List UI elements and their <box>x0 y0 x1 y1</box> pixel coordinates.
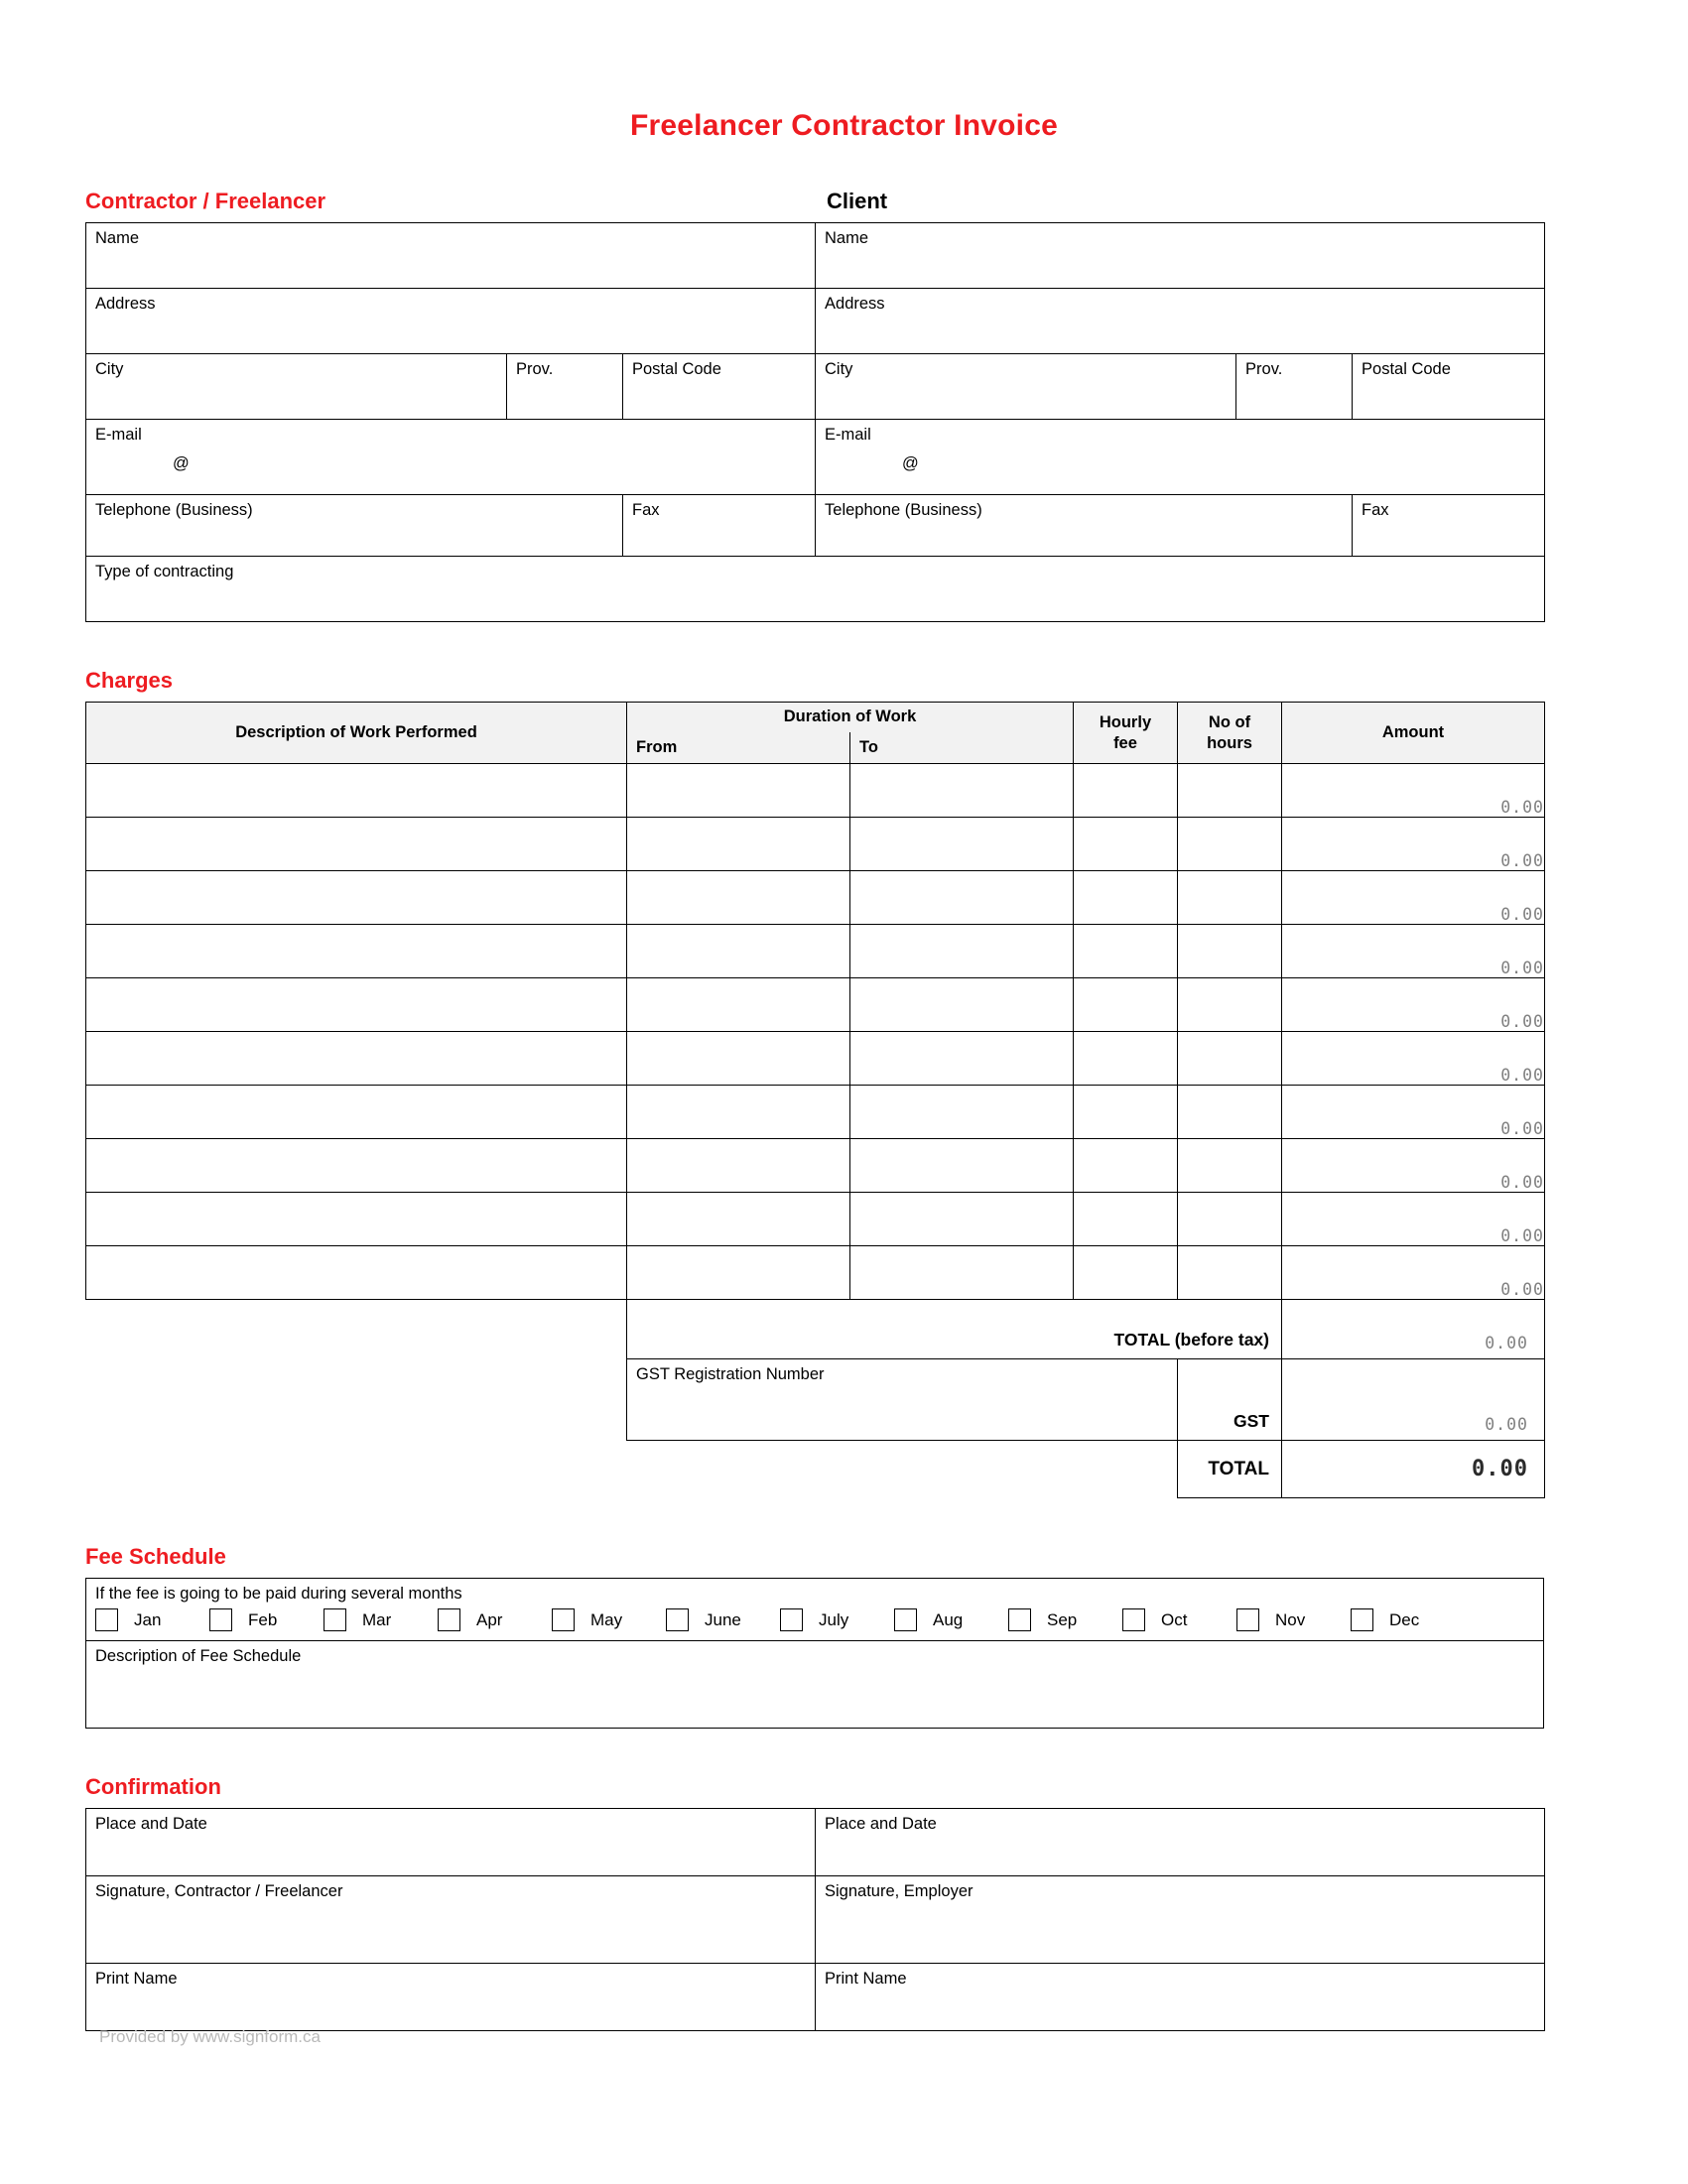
parties-row-email <box>86 420 1545 495</box>
confirmation-row <box>86 1876 1545 1964</box>
col-hourly-fee-header <box>1074 703 1178 764</box>
charges-row <box>86 871 1545 925</box>
client-postal-label: Postal Code <box>1362 360 1451 378</box>
contractor-prov-label: Prov. <box>516 360 554 378</box>
client-fax-field[interactable] <box>1353 495 1545 557</box>
contractor-telephone-field[interactable] <box>86 495 623 557</box>
charge-amount-cell: 0.00 <box>1282 925 1545 978</box>
charge-hours-cell[interactable] <box>1178 925 1282 978</box>
checkbox-icon[interactable] <box>1122 1608 1145 1631</box>
parties-row-type-of-contracting <box>86 557 1545 622</box>
fee-schedule-description-field[interactable] <box>86 1640 1543 1728</box>
month-option-jan[interactable] <box>95 1608 209 1631</box>
confirmation-row <box>86 1809 1545 1876</box>
month-label: June <box>705 1609 741 1629</box>
client-address-label: Address <box>825 295 885 313</box>
client-address-field[interactable] <box>816 289 1545 354</box>
contractor-name-label: Name <box>95 229 140 247</box>
charge-hourly-fee-cell[interactable] <box>1074 871 1178 925</box>
charges-row <box>86 764 1545 818</box>
charge-amount-cell: 0.00 <box>1282 871 1545 925</box>
charge-description-cell[interactable] <box>86 1193 627 1246</box>
charge-from-cell[interactable] <box>627 818 850 871</box>
grand-total-row <box>86 1441 1545 1498</box>
charge-description-cell[interactable] <box>86 925 627 978</box>
parties-row-name <box>86 223 1545 289</box>
month-option-june[interactable] <box>666 1608 780 1631</box>
checkbox-icon[interactable] <box>666 1608 689 1631</box>
charge-amount-cell: 0.00 <box>1282 1193 1545 1246</box>
charge-amount-cell: 0.00 <box>1282 1139 1545 1193</box>
month-label: Apr <box>476 1609 503 1629</box>
month-option-nov[interactable] <box>1236 1608 1351 1631</box>
client-city-field[interactable] <box>816 354 1236 420</box>
charge-to-cell[interactable] <box>850 1139 1074 1193</box>
client-postal-field[interactable] <box>1353 354 1545 420</box>
spacer-cell-2 <box>86 1359 627 1441</box>
contractor-city-field[interactable] <box>86 354 507 420</box>
month-label: Nov <box>1275 1609 1306 1629</box>
checkbox-icon[interactable] <box>1236 1608 1259 1631</box>
month-checkbox-group <box>86 1604 1543 1640</box>
parties-row-telephone <box>86 495 1545 557</box>
charge-from-cell[interactable] <box>627 1193 850 1246</box>
confirmation-table <box>85 1808 1545 2031</box>
charge-amount-cell: 0.00 <box>1282 1032 1545 1086</box>
charge-hourly-fee-cell[interactable] <box>1074 1193 1178 1246</box>
client-email-at-symbol: @ <box>902 453 919 472</box>
charge-hours-cell[interactable] <box>1178 978 1282 1032</box>
month-label: Feb <box>248 1609 278 1629</box>
charge-from-cell[interactable] <box>627 764 850 818</box>
client-section-heading: Client <box>827 189 888 213</box>
month-label: Dec <box>1389 1609 1420 1629</box>
type-of-contracting-field[interactable] <box>86 557 1545 622</box>
charge-amount-cell: 0.00 <box>1282 978 1545 1032</box>
charge-from-cell[interactable] <box>627 1032 850 1086</box>
charges-row <box>86 1246 1545 1300</box>
charge-from-cell[interactable] <box>627 1246 850 1300</box>
charge-hours-cell[interactable] <box>1178 1246 1282 1300</box>
contractor-prov-field[interactable] <box>507 354 623 420</box>
confirmation-left-field[interactable] <box>86 1809 816 1876</box>
contractor-email-label: E-mail <box>95 426 142 444</box>
fee-schedule-description-label: Description of Fee Schedule <box>95 1647 302 1665</box>
confirmation-heading-row <box>85 1774 1603 1800</box>
fee-schedule-note: If the fee is going to be paid during several months <box>95 1585 462 1603</box>
contractor-name-field[interactable] <box>86 223 816 289</box>
charge-from-cell[interactable] <box>627 871 850 925</box>
checkbox-icon[interactable] <box>209 1608 232 1631</box>
col-to-header: To <box>850 732 1074 764</box>
charge-description-cell[interactable] <box>86 978 627 1032</box>
charge-hours-cell[interactable] <box>1178 1193 1282 1246</box>
month-label: May <box>590 1609 623 1629</box>
client-email-field[interactable] <box>816 420 1545 495</box>
charge-description-cell[interactable] <box>86 1246 627 1300</box>
charges-row <box>86 818 1545 871</box>
confirmation-right-label: Print Name <box>825 1970 907 1988</box>
parties-row-address <box>86 289 1545 354</box>
charge-description-cell[interactable] <box>86 764 627 818</box>
charge-from-cell[interactable] <box>627 978 850 1032</box>
charge-amount-cell: 0.00 <box>1282 764 1545 818</box>
confirmation-right-field[interactable] <box>816 1809 1545 1876</box>
client-name-label: Name <box>825 229 869 247</box>
charges-section-heading: Charges <box>85 668 174 693</box>
client-telephone-field[interactable] <box>816 495 1353 557</box>
confirmation-section-heading: Confirmation <box>85 1774 221 1799</box>
charges-table <box>85 702 1545 1498</box>
contractor-city-label: City <box>95 360 124 378</box>
month-label: Sep <box>1047 1609 1078 1629</box>
charge-hourly-fee-cell[interactable] <box>1074 1246 1178 1300</box>
confirmation-left-label: Print Name <box>95 1970 178 1988</box>
confirmation-right-label: Place and Date <box>825 1815 937 1833</box>
contractor-telephone-label: Telephone (Business) <box>95 501 253 519</box>
charge-hours-cell[interactable] <box>1178 764 1282 818</box>
grand-total-label: TOTAL <box>1178 1441 1282 1498</box>
charge-description-cell[interactable] <box>86 1032 627 1086</box>
confirmation-left-label: Signature, Contractor / Freelancer <box>95 1882 343 1900</box>
grand-total-value: 0.00 <box>1282 1441 1545 1498</box>
month-option-apr[interactable] <box>438 1608 552 1631</box>
total-before-tax-value: 0.00 <box>1282 1300 1545 1359</box>
month-label: Mar <box>362 1609 392 1629</box>
charge-to-cell[interactable] <box>850 1246 1074 1300</box>
charge-to-cell[interactable] <box>850 978 1074 1032</box>
checkbox-icon[interactable] <box>324 1608 346 1631</box>
confirmation-left-label: Place and Date <box>95 1815 207 1833</box>
charges-row <box>86 1139 1545 1193</box>
contractor-address-field[interactable] <box>86 289 816 354</box>
confirmation-right-field[interactable] <box>816 1964 1545 2031</box>
month-option-feb[interactable] <box>209 1608 324 1631</box>
client-prov-label: Prov. <box>1245 360 1283 378</box>
month-option-oct[interactable] <box>1122 1608 1236 1631</box>
checkbox-icon[interactable] <box>780 1608 803 1631</box>
confirmation-right-label: Signature, Employer <box>825 1882 974 1900</box>
charge-from-cell[interactable] <box>627 1139 850 1193</box>
confirmation-body <box>86 1809 1545 2031</box>
charge-to-cell[interactable] <box>850 871 1074 925</box>
page-title: Freelancer Contractor Invoice <box>630 109 1058 142</box>
charge-amount-cell: 0.00 <box>1282 818 1545 871</box>
charge-hourly-fee-cell[interactable] <box>1074 1086 1178 1139</box>
contractor-postal-label: Postal Code <box>632 360 721 378</box>
charge-amount-cell: 0.00 <box>1282 1086 1545 1139</box>
charge-hours-cell[interactable] <box>1178 871 1282 925</box>
charge-hourly-fee-cell[interactable] <box>1074 925 1178 978</box>
col-hourly-fee-line1: Hourly <box>1099 712 1152 731</box>
spacer-cell-3 <box>86 1441 627 1498</box>
col-no-of-hours-line2: hours <box>1207 733 1252 752</box>
confirmation-left-field[interactable] <box>86 1964 816 2031</box>
charge-hours-cell[interactable] <box>1178 1032 1282 1086</box>
confirmation-row <box>86 1964 1545 2031</box>
col-hourly-fee-line2: fee <box>1113 733 1137 752</box>
contractor-fax-field[interactable] <box>623 495 816 557</box>
spacer-cell-1 <box>86 1300 627 1359</box>
total-before-tax-row <box>86 1300 1545 1359</box>
checkbox-icon[interactable] <box>1351 1608 1373 1631</box>
fee-schedule-box <box>85 1578 1544 1729</box>
checkbox-icon[interactable] <box>552 1608 575 1631</box>
client-prov-field[interactable] <box>1236 354 1353 420</box>
charges-row <box>86 925 1545 978</box>
charges-row <box>86 1193 1545 1246</box>
gst-row <box>86 1359 1545 1441</box>
month-label: Jan <box>134 1609 162 1629</box>
month-label: July <box>819 1609 849 1629</box>
checkbox-icon[interactable] <box>438 1608 460 1631</box>
col-amount-header: Amount <box>1282 703 1545 764</box>
charge-to-cell[interactable] <box>850 764 1074 818</box>
month-option-may[interactable] <box>552 1608 666 1631</box>
charge-description-cell[interactable] <box>86 818 627 871</box>
charges-row <box>86 1086 1545 1139</box>
charges-totals <box>86 1300 1545 1498</box>
gst-value: 0.00 <box>1282 1359 1545 1441</box>
col-duration-header: Duration of Work <box>627 703 1074 732</box>
month-label: Aug <box>933 1609 964 1629</box>
charges-header-row-1 <box>86 703 1545 732</box>
gst-registration-field[interactable] <box>627 1359 1178 1441</box>
client-city-label: City <box>825 360 853 378</box>
month-option-dec[interactable] <box>1351 1608 1465 1631</box>
parties-row-city <box>86 354 1545 420</box>
charge-amount-cell: 0.00 <box>1282 1246 1545 1300</box>
charge-hourly-fee-cell[interactable] <box>1074 978 1178 1032</box>
fee-schedule-heading-row <box>85 1544 1603 1570</box>
gst-registration-label: GST Registration Number <box>636 1365 825 1383</box>
confirmation-right-field[interactable] <box>816 1876 1545 1964</box>
charge-hours-cell[interactable] <box>1178 1139 1282 1193</box>
checkbox-icon[interactable] <box>1008 1608 1031 1631</box>
contractor-postal-field[interactable] <box>623 354 816 420</box>
charge-to-cell[interactable] <box>850 1193 1074 1246</box>
spacer-cell-4 <box>627 1441 1178 1498</box>
charge-from-cell[interactable] <box>627 1086 850 1139</box>
type-of-contracting-label: Type of contracting <box>95 563 234 580</box>
charge-hourly-fee-cell[interactable] <box>1074 1139 1178 1193</box>
charge-to-cell[interactable] <box>850 1086 1074 1139</box>
client-name-field[interactable] <box>816 223 1545 289</box>
footer-credit: Provided by www.signform.ca <box>99 2027 321 2046</box>
charge-hours-cell[interactable] <box>1178 818 1282 871</box>
charge-hours-cell[interactable] <box>1178 1086 1282 1139</box>
charges-row <box>86 978 1545 1032</box>
client-fax-label: Fax <box>1362 501 1389 519</box>
charges-rows-body <box>86 764 1545 1300</box>
contractor-fax-label: Fax <box>632 501 660 519</box>
checkbox-icon[interactable] <box>95 1608 118 1631</box>
charge-hourly-fee-cell[interactable] <box>1074 818 1178 871</box>
charge-to-cell[interactable] <box>850 925 1074 978</box>
client-telephone-label: Telephone (Business) <box>825 501 982 519</box>
month-option-sep[interactable] <box>1008 1608 1122 1631</box>
contractor-address-label: Address <box>95 295 156 313</box>
charges-row <box>86 1032 1545 1086</box>
col-from-header: From <box>627 732 850 764</box>
charge-description-cell[interactable] <box>86 1139 627 1193</box>
col-no-of-hours-header <box>1178 703 1282 764</box>
month-option-mar[interactable] <box>324 1608 438 1631</box>
fee-schedule-section-heading: Fee Schedule <box>85 1544 226 1569</box>
confirmation-left-field[interactable] <box>86 1876 816 1964</box>
client-email-label: E-mail <box>825 426 871 444</box>
gst-label: GST <box>1178 1359 1282 1441</box>
contractor-email-field[interactable] <box>86 420 816 495</box>
charges-heading-row <box>85 668 1603 694</box>
total-before-tax-label: TOTAL (before tax) <box>627 1300 1282 1359</box>
parties-table <box>85 222 1545 622</box>
month-option-aug[interactable] <box>894 1608 1008 1631</box>
month-label: Oct <box>1161 1609 1188 1629</box>
month-option-july[interactable] <box>780 1608 894 1631</box>
charge-to-cell[interactable] <box>850 1032 1074 1086</box>
charge-from-cell[interactable] <box>627 925 850 978</box>
parties-headings <box>85 189 1603 214</box>
charge-to-cell[interactable] <box>850 818 1074 871</box>
contractor-section-heading: Contractor / Freelancer <box>85 189 326 213</box>
charge-description-cell[interactable] <box>86 1086 627 1139</box>
charge-hourly-fee-cell[interactable] <box>1074 1032 1178 1086</box>
col-no-of-hours-line1: No of <box>1208 712 1251 731</box>
charge-hourly-fee-cell[interactable] <box>1074 764 1178 818</box>
charge-description-cell[interactable] <box>86 871 627 925</box>
col-description-header: Description of Work Performed <box>86 703 627 764</box>
checkbox-icon[interactable] <box>894 1608 917 1631</box>
contractor-email-at-symbol: @ <box>173 453 190 472</box>
